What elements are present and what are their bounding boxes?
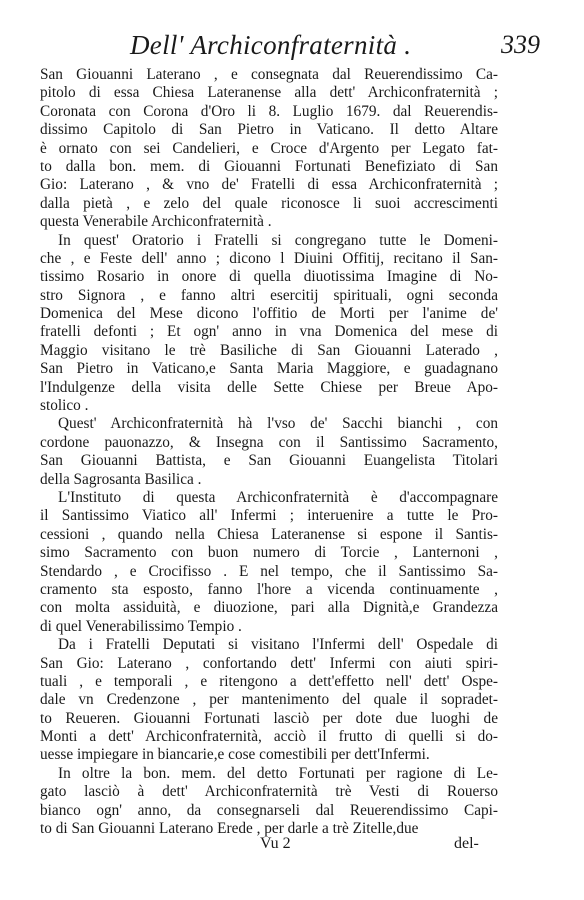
text-line: cessioni , quando nella Chiesa Lateranense si espone il Santis- — [40, 525, 498, 543]
text-line: In oltre la bon. mem. del detto Fortunati per ragione di Le- — [58, 764, 498, 782]
bleed-through-text — [506, 585, 584, 715]
text-line: Da i Fratelli Deputati si visitano l'Infermi dell' Ospedale di — [58, 636, 498, 654]
text-line: cramento sta esposto, fanno l'hore a vicenda continuamente , — [40, 580, 498, 598]
text-line: dalla pietà , e zelo del quale riconosce li suoi accrescimenti — [40, 194, 498, 212]
text-line: Stendardo , e Crocifisso . E nel tempo, che il Santissimo Sa- — [40, 562, 498, 580]
paragraph — [40, 232, 498, 416]
page-number: 339 — [501, 30, 540, 59]
running-title: Dell' Archiconfraternità . — [130, 30, 412, 60]
text-line: gato lasciò à dett' Archiconfraternità trè Vesti di Rouerso — [40, 783, 498, 801]
text-line: cordone pauonazzo, & Insegna con il Santissimo Sacramento, — [40, 433, 498, 451]
text-line: San Giouanni Battista, e San Giouanni Euangelista Titolari — [40, 452, 498, 470]
text-line: San Pietro in Vaticano,e Santa Maria Maggiore, e guadagnano — [40, 360, 498, 378]
paragraph — [40, 765, 498, 839]
text-line: stro Signora , e fanno altri esercitij spirituali, ogni seconda — [40, 286, 498, 304]
paragraph — [40, 415, 498, 489]
paragraph — [40, 489, 498, 636]
text-line: L'Instituto di questa Archiconfraternità è d'accompagnare — [58, 488, 498, 506]
text-line: questa Venerabile Archiconfraternità . — [40, 213, 272, 231]
text-line: San Giouanni Laterano , e consegnata dal Reuerendissimo Ca- — [40, 66, 498, 83]
signature-mark: Vu 2 — [260, 835, 291, 852]
text-line: che , e Feste dell' anno ; dicono l Diuini Offitij, recitano il San- — [40, 249, 498, 267]
text-line: pitolo di essa Chiesa Lateranense alla dett' Archiconfraternità ; — [40, 84, 498, 102]
catchword: del- — [454, 835, 479, 852]
running-head — [40, 30, 540, 66]
text-line: simo Sacramento con buon numero di Torcie , Lanternoni , — [40, 544, 498, 562]
text-line: to Reueren. Giouanni Fortunati lasciò per dote due luoghi de — [40, 709, 498, 727]
text-line: tuali , e temporali , e ritengono a dett'effetto nell' dett' Ospe- — [40, 672, 498, 690]
text-line: di quel Venerabilissimo Tempio . — [40, 617, 242, 635]
text-line: Maggio visitano le trè Basiliche di San Giouanni Laterado , — [40, 341, 498, 359]
text-line: In quest' Oratorio i Fratelli si congregano tutte le Domeni- — [58, 231, 498, 249]
paragraph — [40, 66, 498, 232]
text-line: Domenica del Mese dicono l'offitio de Morti per l'anime de' — [40, 305, 498, 323]
text-line: to dalla bon. mem. di Giouanni Fortunati Benefiziato di San — [40, 157, 498, 175]
text-line: fratelli defonti ; Et ogn' anno in vna Domenica del mese di — [40, 323, 498, 341]
text-line: tissimo Rosario in onore di quella diuotissima Imagine di No- — [40, 268, 498, 286]
text-line: San Gio: Laterano , confortando dett' Infermi con aiuti spiri- — [40, 654, 498, 672]
text-line: dissimo Capitolo di San Pietro in Vaticano. Il detto Altare — [40, 121, 498, 139]
text-line: Quest' Archiconfraternità hà l'vso de' Sacchi bianchi , con — [58, 415, 498, 433]
text-line: bianco ogn' anno, da consegnarseli dal Reuerendissimo Capi- — [40, 801, 498, 819]
text-line: l'Indulgenze della visita delle Sette Chiese per Breue Apo- — [40, 378, 498, 396]
body-text — [40, 66, 498, 838]
bleed-through-text — [506, 395, 584, 525]
text-line: Coronata con Corona d'Oro li 8. Luglio 1679. dal Reuerendis- — [40, 102, 498, 120]
text-line: stolico . — [40, 397, 89, 415]
text-line: con molta assiduità, e diuozione, pari alla Dignità,e Grandezza — [40, 599, 498, 617]
text-line: to di San Giouanni Laterano Erede , per darle a trè Zitelle,due — [40, 820, 419, 838]
text-line: Monti a dett' Archiconfraternità, acciò il frutto di quelli si do- — [40, 728, 498, 746]
text-line: Gio: Laterano , & vno de' Fratelli di essa Archiconfraternità ; — [40, 176, 498, 194]
text-line: uesse impiegare in biancarie,e cose comestibili per dett'Infermi. — [40, 746, 430, 764]
text-line: il Santissimo Viatico all' Infermi ; interuenire a tutte le Pro- — [40, 507, 498, 525]
paragraph — [40, 636, 498, 765]
text-line: dale vn Credenzone , per mantenimento del quale il sopradet- — [40, 691, 498, 709]
text-line: della Sagrosanta Basilica . — [40, 470, 202, 488]
text-line: è ornato con sei Candelieri, e Croce d'Argento per Legato fat- — [40, 139, 498, 157]
